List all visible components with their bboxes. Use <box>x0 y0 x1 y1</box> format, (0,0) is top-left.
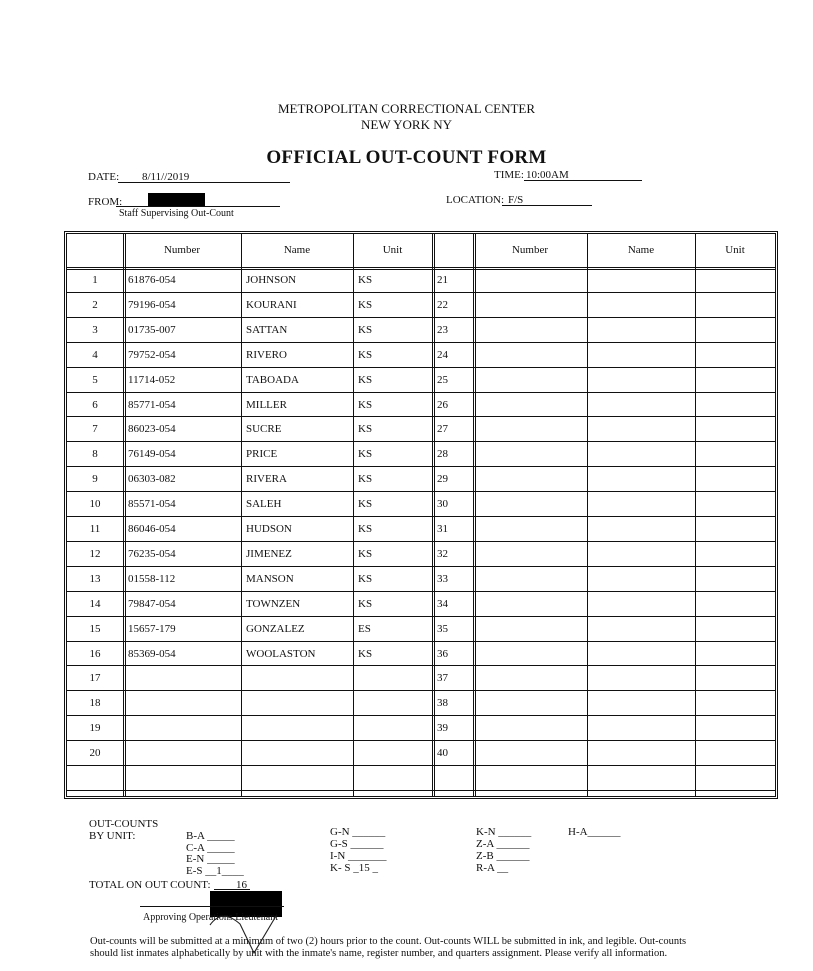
unit-code: KS <box>358 373 373 386</box>
inmate-name <box>246 741 352 766</box>
row-index-right: 40 <box>437 747 448 760</box>
register-number: 85571-054 <box>128 498 176 511</box>
register-number: 11714-052 <box>128 373 176 386</box>
row-index-right: 26 <box>437 398 448 411</box>
register-number: 61876-054 <box>128 274 176 286</box>
register-number: 85369-054 <box>128 647 176 660</box>
unit-code <box>358 666 430 691</box>
row-index-right: 33 <box>437 572 448 585</box>
inmate-name <box>246 716 352 741</box>
row-index-right: 22 <box>437 298 448 311</box>
unit-count-entry: Z-A ______ <box>476 838 530 850</box>
out-counts-label: OUT-COUNTS <box>89 818 159 830</box>
row-index: 20 <box>89 747 101 760</box>
institution-city: NEW YORK NY <box>361 117 452 132</box>
unit-code: KS <box>358 473 373 486</box>
location-value: F/S <box>508 194 524 206</box>
unit-code: KS <box>358 547 373 560</box>
table-column-divider <box>123 234 126 796</box>
register-number <box>128 691 240 716</box>
unit-count-entry: E-N _____ <box>186 853 235 865</box>
table-row-divider <box>67 790 775 791</box>
row-index-right: 35 <box>437 622 448 635</box>
approver-caption: Approving Operations Lieutenant <box>143 912 278 923</box>
inmate-name: SUCRE <box>246 423 282 436</box>
table-column-divider <box>587 234 588 796</box>
row-index: 6 <box>92 398 98 411</box>
unit-count-entry: K- S _15 _ <box>330 862 378 874</box>
unit-count-entry: I-N _______ <box>330 850 387 862</box>
from-label: FROM: <box>88 196 123 208</box>
row-index: 18 <box>89 697 101 710</box>
inmate-name: WOOLASTON <box>246 647 316 660</box>
register-number: 01735-007 <box>128 323 176 336</box>
header-unit-right: Unit <box>725 244 745 256</box>
table-column-divider <box>241 234 242 796</box>
unit-code <box>358 741 430 766</box>
register-number <box>128 716 240 741</box>
row-index: 1 <box>92 274 98 286</box>
row-index: 17 <box>89 672 101 685</box>
unit-code: KS <box>358 398 373 411</box>
inmate-name: TABOADA <box>246 373 299 386</box>
inmate-name: JIMENEZ <box>246 547 292 560</box>
unit-code: KS <box>358 274 373 286</box>
register-number: 06303-082 <box>128 473 176 486</box>
inmate-name: GONZALEZ <box>246 622 305 635</box>
inmate-name: SATTAN <box>246 323 288 336</box>
row-index: 19 <box>89 722 101 735</box>
inmate-name: MANSON <box>246 572 294 585</box>
row-index: 12 <box>89 547 101 560</box>
register-number: 86046-054 <box>128 523 176 535</box>
from-caption: Staff Supervising Out-Count <box>119 208 234 219</box>
unit-code: KS <box>358 298 373 311</box>
date-value: 8/11//2019 <box>142 171 190 183</box>
row-index-right: 24 <box>437 348 448 361</box>
register-number: 76149-054 <box>128 448 176 461</box>
institution-name: METROPOLITAN CORRECTIONAL CENTER <box>277 101 536 116</box>
row-index-right: 32 <box>437 547 448 560</box>
row-index-right: 21 <box>437 274 448 286</box>
unit-code: KS <box>358 448 373 461</box>
unit-code: KS <box>358 423 373 436</box>
table-column-divider <box>353 234 354 796</box>
unit-count-entry: Z-B ______ <box>476 850 530 862</box>
unit-count-entry: G-N ______ <box>330 826 386 838</box>
header-name-left: Name <box>283 244 311 256</box>
unit-count-entry: C-A _____ <box>186 842 235 854</box>
row-index-right: 27 <box>437 423 448 436</box>
inmate-name: TOWNZEN <box>246 597 301 610</box>
by-unit-label: BY UNIT: <box>89 830 136 842</box>
inmate-name: MILLER <box>246 398 287 411</box>
row-index-right: 28 <box>437 448 448 461</box>
row-index: 4 <box>92 348 98 361</box>
total-label: TOTAL ON OUT COUNT: <box>89 879 211 891</box>
row-index-right: 30 <box>437 498 448 511</box>
row-index-right: 23 <box>437 323 448 336</box>
inmate-name: KOURANI <box>246 298 297 311</box>
row-index-right: 37 <box>437 672 448 685</box>
row-index: 11 <box>89 523 101 535</box>
row-index: 3 <box>92 323 98 336</box>
unit-code: ES <box>358 622 371 635</box>
header-number-right: Number <box>511 244 549 256</box>
row-index: 13 <box>89 572 101 585</box>
row-index-right: 38 <box>437 697 448 710</box>
unit-code: KS <box>358 597 373 610</box>
row-index-right: 36 <box>437 647 448 660</box>
unit-code <box>358 691 430 716</box>
total-value: 16 <box>236 879 247 891</box>
inmate-name: JOHNSON <box>246 274 297 286</box>
row-index-right: 25 <box>437 373 448 386</box>
unit-count-entry: E-S __1____ <box>186 865 244 877</box>
register-number: 01558-112 <box>128 572 176 585</box>
row-index: 14 <box>89 597 101 610</box>
out-count-table <box>64 231 778 799</box>
unit-count-entry: G-S ______ <box>330 838 384 850</box>
register-number: 86023-054 <box>128 423 176 436</box>
table-column-divider <box>473 234 476 796</box>
row-index-right: 39 <box>437 722 448 735</box>
header-number-left: Number <box>163 244 201 256</box>
location-label: LOCATION: <box>446 194 505 206</box>
unit-count-entry: H-A______ <box>568 826 621 838</box>
header-unit-left: Unit <box>382 244 403 256</box>
unit-count-entry: K-N ______ <box>476 826 532 838</box>
unit-code: KS <box>358 498 373 511</box>
table-column-divider <box>695 234 696 796</box>
register-number: 79752-054 <box>128 348 176 361</box>
header-name-right: Name <box>627 244 655 256</box>
unit-code: KS <box>358 523 373 535</box>
instruction-line-1: Out-counts will be submitted at a minimum of two (2) hours prior to the count. Out-counts WILL be submitted in ink, and legible. Out-counts <box>90 936 687 947</box>
unit-code: KS <box>358 348 373 361</box>
form-title: OFFICIAL OUT-COUNT FORM <box>266 147 547 168</box>
register-number: 76235-054 <box>128 547 176 560</box>
unit-code <box>358 716 430 741</box>
row-index: 5 <box>92 373 98 386</box>
inmate-name <box>246 666 352 691</box>
row-index: 16 <box>89 647 101 660</box>
inmate-name: RIVERA <box>246 473 287 486</box>
inmate-name: HUDSON <box>246 523 292 535</box>
row-index: 15 <box>89 622 101 635</box>
row-index: 9 <box>92 473 98 486</box>
row-index-right: 29 <box>437 473 448 486</box>
row-index-right: 34 <box>437 597 448 610</box>
unit-count-entry: R-A __ <box>476 862 509 874</box>
register-number: 79847-054 <box>128 597 176 610</box>
row-index: 2 <box>92 298 98 311</box>
unit-code: KS <box>358 572 373 585</box>
time-value: 10:00AM <box>526 169 569 181</box>
inmate-name: SALEH <box>246 498 282 511</box>
table-column-divider <box>432 234 435 796</box>
row-index: 7 <box>92 423 98 436</box>
time-label: TIME: <box>494 169 524 181</box>
unit-count-entry: B-A _____ <box>186 830 235 842</box>
row-index: 10 <box>89 498 101 511</box>
register-number <box>128 666 240 691</box>
inmate-name <box>246 691 352 716</box>
register-number: 15657-179 <box>128 622 176 635</box>
inmate-name: RIVERO <box>246 348 287 361</box>
from-underline <box>116 206 280 207</box>
row-index: 8 <box>92 448 98 461</box>
inmate-name: PRICE <box>246 448 278 461</box>
row-index-right: 31 <box>437 523 448 535</box>
unit-code: KS <box>358 323 373 336</box>
instruction-line-2: should list inmates alphabetically by unit with the inmate's name, register number, and quarters assignment. Please verify all information. <box>90 948 668 959</box>
from-redaction <box>148 193 205 206</box>
register-number: 85771-054 <box>128 398 176 411</box>
register-number <box>128 741 240 766</box>
register-number: 79196-054 <box>128 298 176 311</box>
date-label: DATE: <box>88 171 120 183</box>
unit-code: KS <box>358 647 373 660</box>
